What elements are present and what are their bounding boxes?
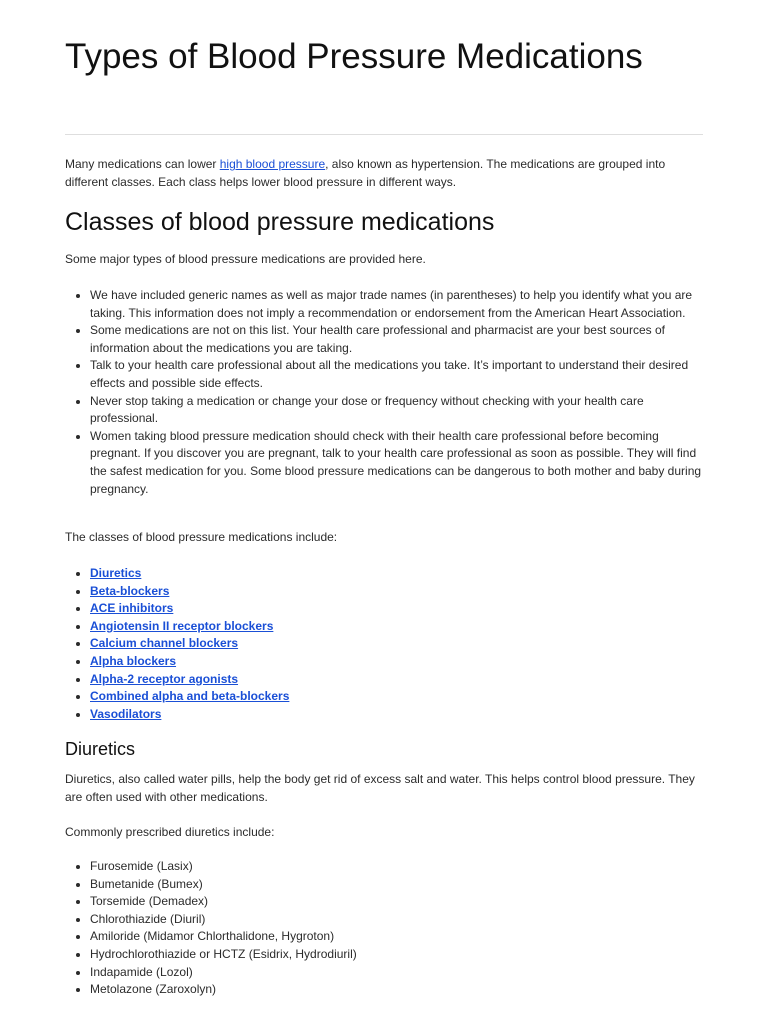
list-item: • Talk to your health care professional about all the medications you take. It’s important to understand their desired effects and possible side effects. — [90, 357, 703, 392]
classes-intro: The classes of blood pressure medications include: — [65, 530, 338, 544]
link-angiotensin-ii-receptor-blockers[interactable]: Angiotensin II receptor blockers — [90, 618, 274, 633]
list-item — [90, 688, 289, 706]
list-item — [90, 671, 289, 689]
link-vasodilators[interactable]: Vasodilators — [90, 706, 162, 721]
link-beta-blockers[interactable]: Beta-blockers — [90, 583, 170, 598]
link-calcium-channel-blockers[interactable]: Calcium channel blockers — [90, 636, 239, 651]
link-alpha-blockers[interactable]: Alpha blockers — [90, 653, 177, 668]
list-item: • Amiloride (Midamor Chlorthalidone, Hygroton) — [90, 928, 357, 946]
high-blood-pressure-link[interactable]: high blood pressure — [219, 157, 326, 171]
list-item: • Indapamide (Lozol) — [90, 964, 357, 982]
list-item — [90, 635, 289, 653]
list-item: • Never stop taking a medication or change your dose or frequency without checking with your health care professional. — [90, 393, 703, 428]
diuretics-heading: Diuretics — [65, 739, 136, 759]
list-item: • Bumetanide (Bumex) — [90, 876, 357, 894]
list-item: • Torsemide (Demadex) — [90, 893, 357, 911]
list-item: • Hydrochlorothiazide or HCTZ (Esidrix, Hydrodiuril) — [90, 946, 357, 964]
link-alpha-2-receptor-agonists[interactable]: Alpha-2 receptor agonists — [90, 671, 239, 686]
intro-paragraph — [65, 156, 703, 191]
title-divider — [65, 134, 703, 135]
list-item — [90, 600, 289, 618]
diuretics-drug-list — [65, 858, 357, 999]
list-item: • Metolazone (Zaroxolyn) — [90, 981, 357, 999]
intro-text-after: , also known as hypertension. The medications are grouped into different classes. Each class helps lower blood pressure in different ways. — [65, 157, 666, 189]
list-item — [90, 565, 289, 583]
list-item: • Chlorothiazide (Diuril) — [90, 911, 357, 929]
list-item: • Some medications are not on this list. Your health care professional and pharmacist are your best sources of information about the medications you are taking. — [90, 322, 703, 357]
link-ace-inhibitors[interactable]: ACE inhibitors — [90, 601, 174, 616]
list-item — [90, 653, 289, 671]
classes-lead: Some major types of blood pressure medications are provided here. — [65, 252, 426, 266]
list-item: • Furosemide (Lasix) — [90, 858, 357, 876]
classes-heading: Classes of blood pressure medications — [65, 208, 495, 236]
list-item — [90, 583, 289, 601]
list-item — [90, 618, 289, 636]
list-item: • We have included generic names as well as major trade names (in parentheses) to help you identify what you are taking. This information does not imply a recommendation or endorsement from the American Heart Association. — [90, 287, 703, 322]
page-title: Types of Blood Pressure Medications — [65, 37, 643, 76]
class-links-list — [65, 565, 289, 723]
diuretics-common-intro: Commonly prescribed diuretics include: — [65, 825, 275, 839]
list-item — [90, 706, 289, 724]
diuretics-description: Diuretics, also called water pills, help the body get rid of excess salt and water. This helps control blood pressure. They are often used with other medications. — [65, 772, 695, 804]
notes-list — [65, 287, 703, 498]
link-diuretics[interactable]: Diuretics — [90, 566, 142, 580]
list-item: • Women taking blood pressure medication should check with their health care professional before becoming pregnant. If you discover you are pregnant, talk to your health care professional as soon as possible. They will find the safest medication for you. Some blood pressure medications can be dangerous to both mother and baby during pregnancy. — [90, 428, 703, 498]
link-combined-alpha-and-beta-blockers[interactable]: Combined alpha and beta-blockers — [90, 689, 290, 704]
intro-text-before: Many medications can lower — [65, 157, 220, 171]
